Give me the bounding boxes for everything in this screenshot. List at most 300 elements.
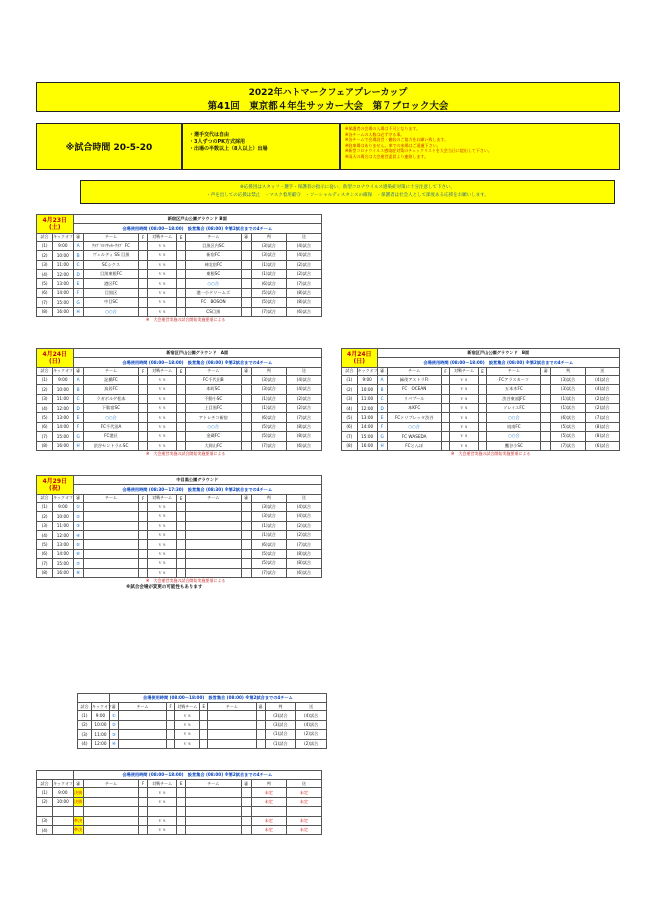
score-home — [139, 375, 148, 384]
column-label: 審 — [73, 233, 83, 241]
match-number: (7) — [342, 432, 358, 441]
table-row — [37, 298, 322, 307]
kickoff-time: 13:00 — [53, 413, 73, 422]
vs-label: ｖｓ — [148, 540, 177, 549]
assist-1: (1)試合 — [251, 403, 286, 412]
away-team — [208, 730, 257, 739]
score-home — [441, 403, 450, 412]
score-home — [167, 739, 175, 748]
column-label: 試合 — [37, 367, 53, 375]
column-label: 対戦チーム — [148, 494, 177, 502]
vs-label: ｖｓ — [148, 269, 177, 278]
venue-name: 新宿区戸山公園グラウンド A面 — [73, 349, 321, 358]
away-team: 大岡山FC — [186, 441, 242, 450]
table-row — [37, 385, 322, 394]
home-team — [83, 512, 139, 521]
day-label: (日) — [49, 357, 61, 365]
score-home — [139, 422, 148, 431]
score-away — [177, 788, 186, 797]
match-date — [37, 476, 74, 495]
table-row — [78, 720, 327, 729]
referee-cell — [241, 432, 251, 441]
home-team — [83, 530, 139, 539]
referee-group: C — [73, 394, 83, 403]
home-team: ○○合 — [83, 307, 139, 316]
vs-label: ｖｓ — [174, 739, 200, 748]
schedule-block — [341, 348, 620, 457]
column-label: E — [478, 367, 487, 375]
home-team: 渋谷セントラルSC — [83, 441, 139, 450]
score-home — [139, 502, 148, 511]
match-number: (8) — [37, 307, 53, 316]
match-number: (4) — [342, 403, 358, 412]
score-away — [177, 385, 186, 394]
assist-1: (3)試合 — [251, 385, 286, 394]
block-footnote: ※ 大会運営実施の試合開始実施要項による — [146, 450, 226, 456]
venue-name: 新宿区戸山公園グラウンド B面 — [73, 215, 321, 224]
referee-group: ① — [109, 711, 118, 720]
vs-label: ｖｓ — [450, 385, 479, 394]
column-label: チーム — [186, 494, 242, 502]
column-label: F — [167, 703, 175, 711]
column-label: チーム — [83, 233, 139, 241]
match-date — [37, 349, 74, 368]
referee-cell — [241, 559, 251, 568]
match-time: ※試合時間 20-5-20 — [36, 123, 182, 170]
score-away — [478, 394, 487, 403]
column-label: チーム — [118, 703, 167, 711]
column-header — [37, 780, 322, 788]
venue-name: 新宿区戸山公園グラウンド B面 — [377, 349, 619, 358]
assist-1: (7)試合 — [251, 568, 286, 577]
score-away — [177, 521, 186, 530]
table-row — [342, 385, 620, 394]
column-label: 対戦チーム — [148, 780, 177, 788]
referee-cell — [241, 549, 251, 558]
referee-cell — [541, 432, 551, 441]
score-home — [139, 559, 148, 568]
referee-group: ④ — [109, 739, 118, 748]
column-label: F — [139, 780, 148, 788]
rule-line: ・出場の半数以上（8人以上）出場 — [189, 146, 268, 152]
referee-group: 準決 — [73, 816, 83, 825]
referee-cell — [241, 441, 251, 450]
referee-group: ⑦ — [73, 559, 83, 568]
home-team: SCシクス — [83, 260, 139, 269]
column-label: 送 — [286, 494, 321, 502]
match-number: (2) — [37, 512, 53, 521]
away-team: 新宿FC — [186, 251, 242, 260]
note-line: ※保護者の会場の入場は不可となります。 — [345, 126, 421, 131]
assist-2: (2)試合 — [585, 403, 619, 412]
schedule-block — [36, 475, 322, 590]
referee-group: H — [73, 307, 83, 316]
match-number: (2) — [78, 720, 92, 729]
away-team: 本町SC — [186, 385, 242, 394]
home-team: 中目SC — [83, 298, 139, 307]
column-label: 送 — [286, 780, 321, 788]
assist-2: (8)試合 — [286, 549, 321, 558]
assist-1: (5)試合 — [251, 422, 286, 431]
assist-1: (5)試合 — [551, 422, 585, 431]
home-team: 淀橋FC — [83, 375, 139, 384]
score-home — [139, 241, 148, 250]
score-away — [177, 279, 186, 288]
assist-1: (1)試合 — [251, 530, 286, 539]
referee-group: A — [377, 375, 387, 384]
tournament-title — [36, 82, 620, 112]
score-home — [139, 441, 148, 450]
table-row — [37, 441, 322, 450]
score-away — [200, 730, 208, 739]
match-number: (4) — [37, 403, 53, 412]
referee-group: G — [73, 432, 83, 441]
referee-cell — [241, 403, 251, 412]
assist-1: (5)試合 — [251, 298, 286, 307]
away-team: ○○合 — [186, 279, 242, 288]
score-home — [139, 260, 148, 269]
match-number: (1) — [37, 375, 53, 384]
table-row — [37, 422, 322, 431]
column-label: 審 — [241, 233, 251, 241]
column-label: 判 — [251, 233, 286, 241]
column-label: チーム — [186, 367, 242, 375]
column-label: F — [139, 494, 148, 502]
vs-label: ｖｓ — [148, 307, 177, 316]
assist-2: (6)試合 — [286, 441, 321, 450]
assist-2: (4)試合 — [286, 512, 321, 521]
referee-cell — [241, 269, 251, 278]
column-label: 試合 — [78, 703, 92, 711]
referee-group: D — [377, 403, 387, 412]
vs-label: ｖｓ — [148, 568, 177, 577]
home-team: ○○合 — [387, 422, 441, 431]
time-bar: 会場使用時間 (08:00～18:00) 設営集合 (08:00) ※第2試合までの4チーム — [73, 771, 321, 780]
assist-2: (7)試合 — [286, 413, 321, 422]
column-label: 審 — [73, 780, 83, 788]
block-footnote: ※ 大会運営実施の試合開始実施要項による — [146, 577, 226, 583]
assist-1: (5)試合 — [551, 432, 585, 441]
away-team — [186, 797, 242, 806]
schedule-table — [77, 693, 327, 749]
home-team: 緑茂アストラFI — [387, 375, 441, 384]
score-home — [441, 394, 450, 403]
column-header — [342, 367, 620, 375]
column-label: 試合 — [37, 780, 53, 788]
table-row — [37, 559, 322, 568]
vs-label: ｖｓ — [450, 432, 479, 441]
assist-2: (6)試合 — [286, 307, 321, 316]
day-label: (祝) — [49, 484, 61, 492]
assist-2: (2)試合 — [286, 269, 321, 278]
kickoff-time: 15:00 — [53, 298, 73, 307]
note-line: ※雨天の場合は大会運営委員より連絡します。 — [345, 153, 429, 159]
referee-group: 決勝 — [73, 788, 83, 797]
home-team: ｸﾗﾌﾞｿﾙｿｻｯｶｰｸﾗﾌﾞ FC — [83, 241, 139, 250]
kickoff-time: 14:00 — [53, 422, 73, 431]
kickoff-time: 15:00 — [53, 432, 73, 441]
score-home — [139, 403, 148, 412]
assist-1: 未定 — [251, 788, 286, 797]
column-label: E — [200, 703, 208, 711]
score-home — [441, 413, 450, 422]
kickoff-time: 10:00 — [53, 512, 73, 521]
table-row — [342, 394, 620, 403]
home-team — [83, 797, 139, 806]
assist-2: (2)試合 — [286, 530, 321, 539]
date-blank — [78, 694, 110, 703]
table-row — [37, 288, 322, 297]
column-label: 判 — [265, 703, 296, 711]
score-home — [167, 720, 175, 729]
vs-label: ｖｓ — [450, 422, 479, 431]
table-row — [37, 807, 322, 816]
away-team: 神北宿FC — [186, 260, 242, 269]
score-home — [167, 711, 175, 720]
table-row — [37, 512, 322, 521]
score-home — [139, 530, 148, 539]
assist-1: (1)試合 — [551, 394, 585, 403]
assist-1: 未定 — [251, 797, 286, 806]
match-number: (6) — [37, 288, 53, 297]
home-team: 港区FC — [83, 279, 139, 288]
kickoff-time: 16:00 — [357, 441, 377, 450]
score-home — [139, 307, 148, 316]
table-row — [342, 422, 620, 431]
score-away — [200, 711, 208, 720]
referee-cell — [241, 540, 251, 549]
referee-cell — [241, 279, 251, 288]
vs-label: ｖｓ — [148, 288, 177, 297]
referee-cell — [541, 422, 551, 431]
venue-name: 中目黒公園グラウンド — [73, 476, 321, 485]
referee-group: D — [73, 403, 83, 412]
vs-label: ｖｓ — [450, 403, 479, 412]
score-away — [177, 797, 186, 806]
score-away — [177, 269, 186, 278]
away-team — [186, 788, 242, 797]
column-label: チーム — [186, 780, 242, 788]
referee-cell — [241, 298, 251, 307]
assist-1: (3)試合 — [251, 512, 286, 521]
assist-1: (1)試合 — [265, 730, 296, 739]
column-label: チーム — [387, 367, 441, 375]
table-row — [342, 403, 620, 412]
kickoff-time: 11:00 — [92, 730, 110, 739]
score-away — [478, 441, 487, 450]
assist-2: (8)試合 — [286, 298, 321, 307]
match-number: (8) — [37, 568, 53, 577]
column-label: 審 — [241, 780, 251, 788]
assist-2: (2)試合 — [286, 394, 321, 403]
home-team: 下駄宿SC — [83, 403, 139, 412]
score-away — [177, 403, 186, 412]
assist-2 — [286, 807, 321, 816]
assist-2: (2)試合 — [296, 739, 327, 748]
home-team — [83, 559, 139, 568]
column-label: キックオフ — [92, 703, 112, 709]
away-team: 渋谷東部JFC — [487, 394, 541, 403]
table-row — [37, 403, 322, 412]
kickoff-time: 11:00 — [53, 521, 73, 530]
kickoff-time: 16:00 — [53, 307, 73, 316]
column-label: 対戦チーム — [148, 367, 177, 375]
assist-2: (6)試合 — [286, 568, 321, 577]
match-number: (7) — [37, 432, 53, 441]
assist-1: (3)試合 — [265, 720, 296, 729]
score-home — [139, 298, 148, 307]
assist-1: 未定 — [251, 816, 286, 825]
column-label: F — [139, 233, 148, 241]
table-row — [37, 432, 322, 441]
score-away — [177, 251, 186, 260]
kickoff-time: 13:00 — [357, 413, 377, 422]
column-label: 試合 — [37, 233, 53, 241]
match-number: (3) — [342, 394, 358, 403]
day-label: (日) — [353, 357, 366, 365]
referee-group: 準決 — [73, 825, 83, 834]
match-number: (3) — [78, 730, 92, 739]
kickoff-time: 9:00 — [53, 788, 73, 797]
score-away — [478, 422, 487, 431]
note-line: ※新型コロナウイルス感染症対策のチェックリストを大会当日に提出して下さい。 — [345, 148, 492, 153]
vs-label: ｖｓ — [148, 549, 177, 558]
assist-1: (1)試合 — [251, 269, 286, 278]
block-footnote: ※ 大会運営実施の試合開始実施要項による — [146, 316, 226, 322]
score-away — [200, 720, 208, 729]
referee-cell — [256, 739, 265, 748]
table-row — [37, 279, 322, 288]
vs-label: ｖｓ — [148, 413, 177, 422]
score-home — [139, 807, 148, 816]
home-team: 目黒東根FC — [83, 269, 139, 278]
away-team: ○○合 — [186, 422, 242, 431]
assist-1: (5)試合 — [251, 432, 286, 441]
assist-2: (2)試合 — [585, 394, 619, 403]
referee-cell — [241, 413, 251, 422]
column-label: キックオフ — [53, 234, 73, 240]
column-label: E — [177, 494, 186, 502]
home-team — [83, 540, 139, 549]
away-team — [186, 521, 242, 530]
home-team — [118, 711, 167, 720]
match-date — [342, 349, 378, 368]
home-team: リバプール — [387, 394, 441, 403]
kickoff-time: 9:00 — [53, 241, 73, 250]
match-number: (1) — [37, 788, 53, 797]
away-team: ○○合 — [487, 432, 541, 441]
referee-group: ② — [109, 720, 118, 729]
score-away — [177, 530, 186, 539]
referee-cell — [241, 260, 251, 269]
match-number: (2) — [37, 797, 53, 806]
kickoff-time: 11:00 — [53, 394, 73, 403]
column-label: F — [139, 367, 148, 375]
column-header — [78, 703, 327, 711]
date-blank — [37, 771, 74, 780]
kickoff-time: 12:00 — [357, 403, 377, 412]
assist-1: (3)試合 — [251, 241, 286, 250]
schedule-block — [77, 693, 327, 749]
column-label: チーム — [487, 367, 541, 375]
away-team: アトレチコ新宿 — [186, 413, 242, 422]
vs-label: ｖｓ — [174, 720, 200, 729]
vs-label: ｖｓ — [148, 530, 177, 539]
column-label: 審 — [377, 367, 387, 375]
match-number: (4) — [37, 825, 53, 834]
column-label: 審 — [241, 494, 251, 502]
vs-label: ｖｓ — [148, 825, 177, 834]
assist-2: (7)試合 — [585, 413, 619, 422]
time-bar: 会場使用時間 (08:00～18:00) 設営集合 (08:00) ※第2試合までの4チーム — [377, 358, 619, 367]
referee-group: F — [377, 422, 387, 431]
column-label: 判 — [251, 494, 286, 502]
score-home — [441, 385, 450, 394]
kickoff-time: 15:00 — [53, 559, 73, 568]
column-header — [37, 367, 322, 375]
referee-group: ② — [73, 512, 83, 521]
vs-label: ｖｓ — [148, 385, 177, 394]
referee-group: G — [73, 298, 83, 307]
table-row — [37, 788, 322, 797]
notice-line-1: ※応援団はスタッフ・選手・保護者の指示に従い、新型コロナウイルス感染症対策に十分注意して下さい。 — [240, 185, 455, 190]
column-label: キックオフ — [53, 780, 73, 786]
kickoff-time: 14:00 — [53, 288, 73, 297]
vs-label: ｖｓ — [450, 394, 479, 403]
table-row — [37, 568, 322, 577]
column-label: E — [177, 233, 186, 241]
table-row — [78, 730, 327, 739]
column-label: 審 — [73, 494, 83, 502]
referee-cell — [241, 797, 251, 806]
referee-cell — [241, 568, 251, 577]
table-row — [37, 816, 322, 825]
column-header — [37, 494, 322, 502]
match-number: (1) — [342, 375, 358, 384]
table-row — [37, 251, 322, 260]
referee-group: H — [73, 441, 83, 450]
referee-cell — [241, 385, 251, 394]
kickoff-time: 9:00 — [92, 711, 110, 720]
score-home — [139, 288, 148, 297]
referee-cell — [256, 720, 265, 729]
table-row — [37, 241, 322, 250]
referee-cell — [241, 251, 251, 260]
column-label: 判 — [251, 780, 286, 788]
table-row — [37, 549, 322, 558]
table-row — [37, 269, 322, 278]
score-home — [139, 788, 148, 797]
assist-2: (4)試合 — [286, 375, 321, 384]
assist-2: (2)試合 — [296, 730, 327, 739]
vs-label: ｖｓ — [148, 502, 177, 511]
score-away — [177, 375, 186, 384]
vs-label: ｖｓ — [148, 512, 177, 521]
score-away — [177, 441, 186, 450]
match-number: (4) — [37, 269, 53, 278]
score-home — [139, 825, 148, 834]
block-footnote: ※ 大会運営実施の試合開始実施要項による — [451, 450, 531, 456]
home-team: FCトリプレッタ渋谷 — [387, 413, 441, 422]
away-team: ○○合 — [487, 413, 541, 422]
column-label: E — [177, 780, 186, 788]
referee-cell — [541, 375, 551, 384]
home-team: FCとんぼ — [387, 441, 441, 450]
schedule-block — [36, 348, 322, 457]
referee-cell — [241, 521, 251, 530]
column-label: 判 — [251, 367, 286, 375]
away-team — [186, 807, 242, 816]
